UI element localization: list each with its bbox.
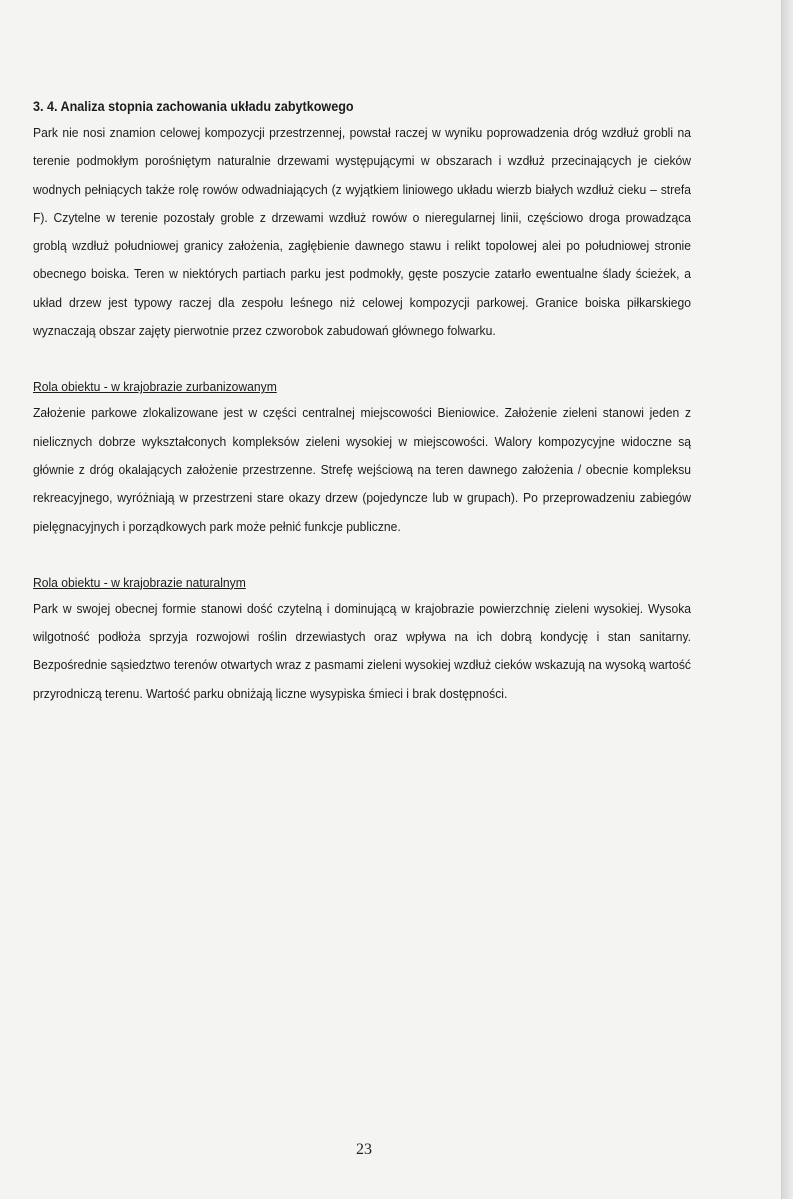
page-edge-shadow xyxy=(782,0,793,1199)
section-historic-layout xyxy=(33,95,691,345)
subsection-heading: Rola obiektu - w krajobrazie zurbanizowanym xyxy=(33,379,277,395)
section-urban-landscape xyxy=(33,375,691,540)
section-paragraph: Park w swojej obecnej formie stanowi dość czytelną i dominującą w krajobrazie powierzchnię zieleni wysokiej. Wysoka wilgotność podłoża sprzyja rozwojowi roślin drzewiastych oraz wpływa na ich dobrą kondycję i stan sanitarny. Bezpośrednie sąsiedztwo terenów otwartych wraz z pasmami zieleni wysokiej wzdłuż cieków wskazują na wysoką wartość przyrodniczą terenu. Wartość parku obniżają liczne wysypiska śmieci i brak dostępności. xyxy=(33,600,691,701)
page-content xyxy=(33,95,691,708)
section-natural-landscape xyxy=(33,571,691,708)
section-heading: 3. 4. Analiza stopnia zachowania układu zabytkowego xyxy=(33,99,354,114)
subsection-heading: Rola obiektu - w krajobrazie naturalnym xyxy=(33,574,246,590)
section-paragraph: Park nie nosi znamion celowej kompozycji przestrzennej, powstał raczej w wyniku poprowadzenia dróg wzdłuż grobli na terenie podmokłym porośniętym naturalnie drzewami występującymi w obszarach i wzdłuż przecinających je cieków wodnych pełniących także rolę rowów odwadniających (z wyjątkiem liniowego układu wierzb białych wzdłuż cieku – strefa F). Czytelne w terenie pozostały groble z drzewami wzdłuż rowów o nieregularnej linii, częściowo droga prowadząca groblą wzdłuż południowej granicy założenia, zagłębienie dawnego stawu i relikt topolowej alei po południowej stronie obecnego boiska. Teren w niektórych partiach parku jest podmokły, gęste poszycie zatarło ewentualne ślady ścieżek, a układ drzew jest typowy raczej dla zespołu leśnego niż celowej kompozycji parkowej. Granice boiska piłkarskiego wyznaczają obszar zajęty pierwotnie przez czworobok zabudowań głównego folwarku. xyxy=(33,125,691,339)
page-number: 23 xyxy=(356,1141,372,1158)
section-paragraph: Założenie parkowe zlokalizowane jest w części centralnej miejscowości Bieniowice. Założenie zieleni stanowi jeden z nielicznych dobrze wykształconych kompleksów zieleni wysokiej w miejscowości. Walory kompozycyjne widoczne są głównie z dróg okalających założenie przestrzenne. Strefę wejściową na teren dawnego założenia / obecnie kompleksu rekreacyjnego, wyróżniają w przestrzeni stare okazy drzew (pojedyncze lub w grupach). Po przeprowadzeniu zabiegów pielęgnacyjnych i porządkowych park może pełnić funkcje publiczne. xyxy=(33,405,691,534)
